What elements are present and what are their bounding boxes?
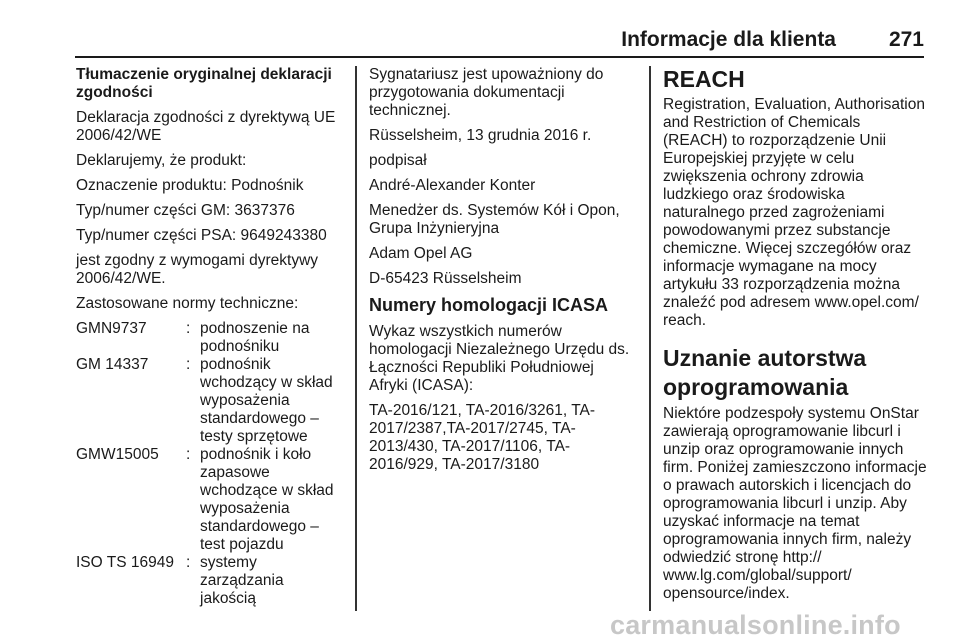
norm-separator: : [186,320,191,337]
norm-code: GMW15005 [76,446,159,463]
icasa-heading: Numery homologacji ICASA [369,295,609,315]
column-divider-2 [649,66,651,611]
paragraph: Sygnatariusz jest upoważniony do przygotowania dokumentacji technicznej. [369,66,604,119]
norm-row [76,320,340,356]
paragraph: Zastosowane normy techniczne: [76,295,299,312]
column-2 [369,66,633,481]
paragraph: Adam Opel AG [369,245,473,262]
watermark: carmanualsonline.info [610,610,901,640]
paragraph: D-65423 Rüsselsheim [369,270,522,287]
paragraph: Deklarujemy, że produkt: [76,152,247,169]
paragraph: Typ/numer części GM: 3637376 [76,202,295,219]
reach-heading: REACH [663,66,745,92]
norm-separator: : [186,356,191,373]
paragraph: Deklaracja zgodności z dyrektywą UE 2006/42/WE [76,109,336,144]
column-1 [76,66,340,608]
norm-code: GM 14337 [76,356,149,373]
norms-table [76,320,340,608]
paragraph: Wykaz wszystkich numerów homologacji Niezależnego Urzędu ds. Łączności Republiki Południowej Afryki (ICASA): [369,323,630,394]
norm-separator: : [186,446,191,463]
page-number: 271 [888,28,924,51]
paragraph: André-Alexander Konter [369,177,536,194]
norm-row [76,554,340,608]
paragraph: Niektóre podzespoły systemu OnStar zawierają oprogramowanie libcurl i unzip oraz oprogramowanie innych firm. Poniżej zamieszczono informacje o prawach autorskich i licencjach do oprogramowania libcurl i unzip. Aby uzyskać informacje na temat oprogramowania innych firm, należy odwiedzić stronę http:// www.lg.com/global/support/ opensource/index. [663,405,927,602]
software-heading: Uznanie autorstwa oprogramowania [663,345,867,400]
paragraph: Menedżer ds. Systemów Kół i Opon, Grupa Inżynieryjna [369,202,620,237]
norm-description: podnośnik wchodzący w skład wyposażenia standardowego – testy sprzętowe [200,356,333,445]
page-title: Informacje dla klienta [621,28,836,51]
paragraph: Oznaczenie produktu: Podnośnik [76,177,304,194]
declaration-heading: Tłumaczenie oryginalnej deklaracji zgodności [76,66,332,101]
norm-row [76,446,340,554]
paragraph: Rüsselsheim, 13 grudnia 2016 r. [369,127,592,144]
paragraph: TA-2016/121, TA-2016/3261, TA-2017/2387,TA-2017/2745, TA-2013/430, TA-2017/1106, TA-2016/929, TA-2017/3180 [369,402,596,473]
norm-description: systemy zarządzania jakością [200,554,284,607]
norm-code: ISO TS 16949 [76,554,174,571]
column-divider-1 [355,66,357,611]
column-3 [663,66,929,610]
paragraph: podpisał [369,152,427,169]
norm-code: GMN9737 [76,320,147,337]
paragraph: Typ/numer części PSA: 9649243380 [76,227,327,244]
paragraph: jest zgodny z wymogami dyrektywy 2006/42/WE. [76,252,319,287]
norm-description: podnoszenie na podnośniku [200,320,310,355]
norm-description: podnośnik i koło zapasowe wchodzące w skład wyposażenia standardowego – test pojazdu [200,446,334,553]
paragraph: Registration, Evaluation, Authorisation and Restriction of Chemicals (REACH) to rozporządzenie Unii Europejskiej przyjęte w celu zwiększenia ochrony zdrowia ludzkiego oraz środowiska naturalnego przed zagrożeniami powodowanymi przez substancje chemiczne. Więcej szczegółów oraz informacje wymagane na mocy artykułu 33 rozporządzenia można znaleźć pod adresem www.opel.com/ reach. [663,96,925,329]
page-header [75,26,924,58]
norm-row [76,356,340,446]
norm-separator: : [186,554,191,571]
